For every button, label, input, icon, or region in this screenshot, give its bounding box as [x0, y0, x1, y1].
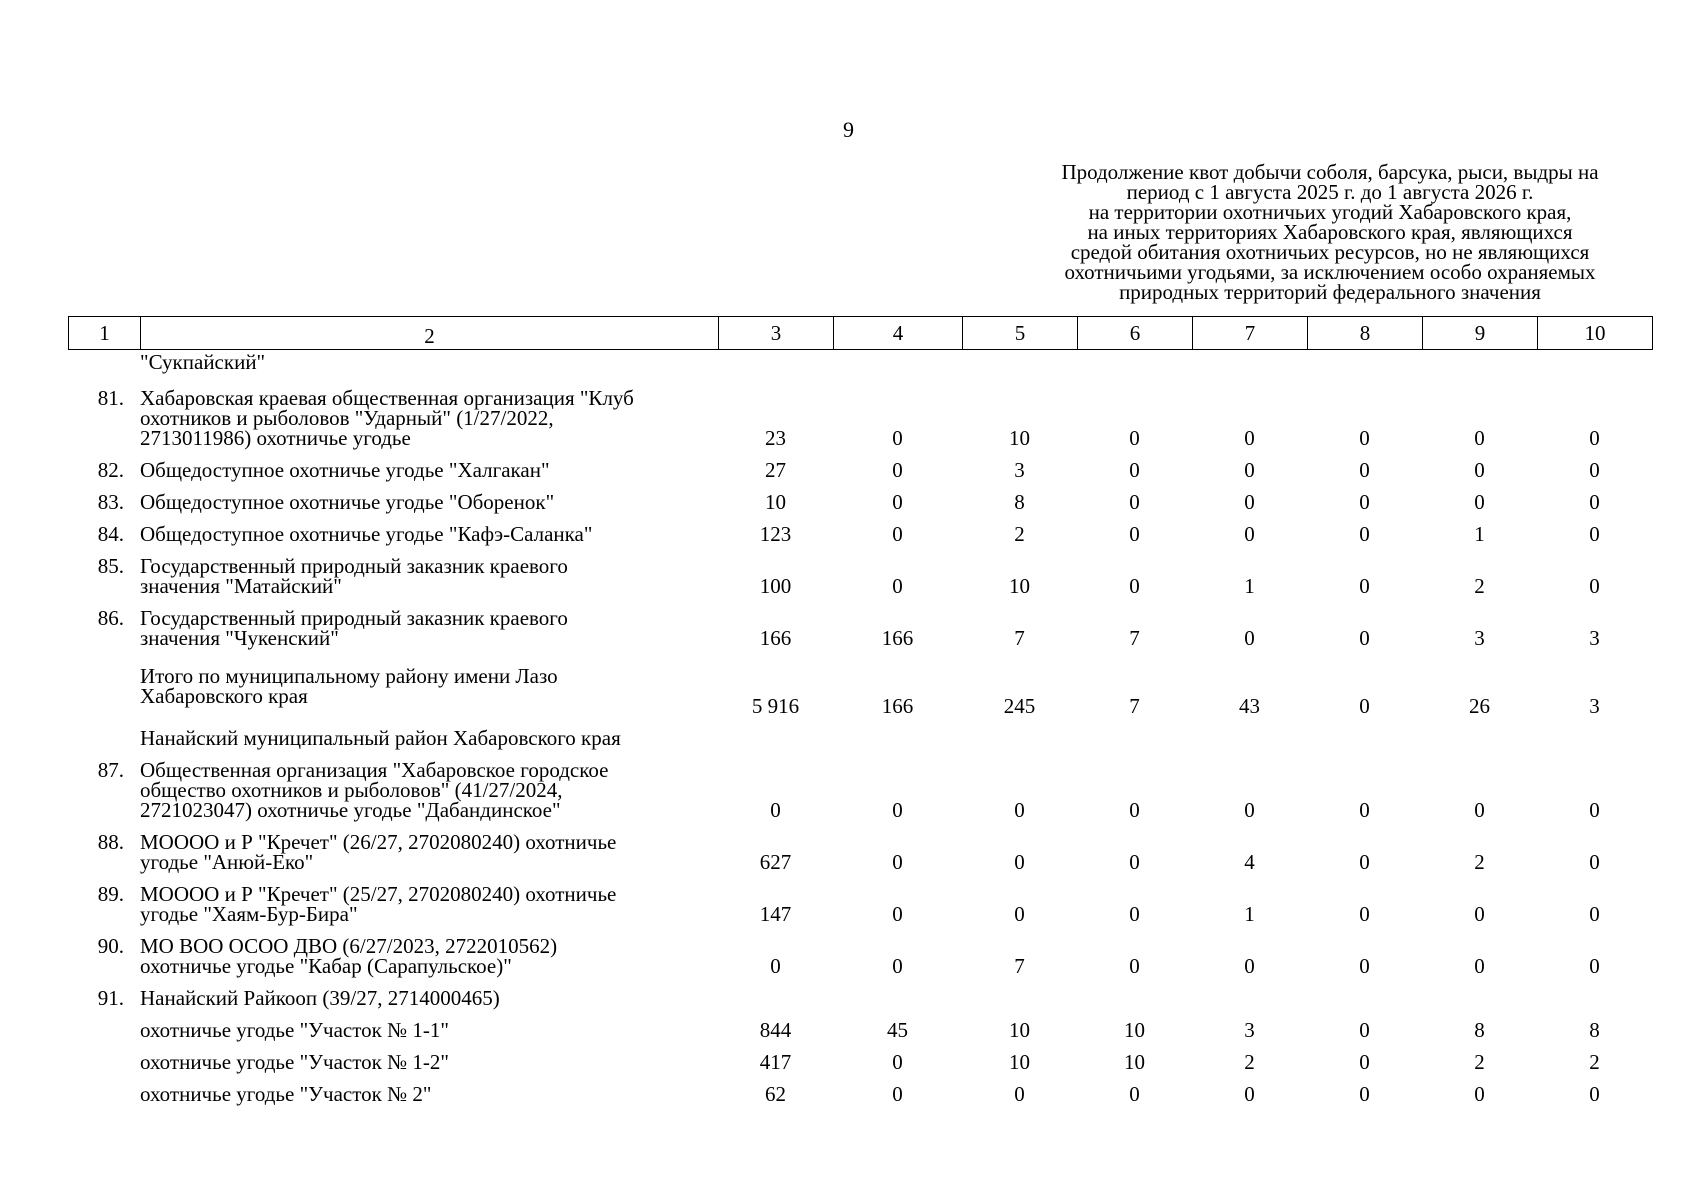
row-name: Хабаровская краевая общественная организация "Клуб охотников и рыболовов "Ударный" (1/27/2022, 2713011986) охотничье угодье [140, 386, 634, 450]
heading-line: на иных территориях Хабаровского края, являющихся [1087, 220, 1573, 244]
cell-value: 8 [1014, 490, 1025, 514]
cell-value: 3 [1589, 694, 1600, 718]
cell-value: 0 [1474, 426, 1485, 450]
cell-value: 0 [892, 902, 903, 926]
row-number: 88. [97, 830, 124, 854]
column-header-7: 7 [1193, 317, 1308, 350]
row-number: 85. [97, 554, 124, 578]
table-subrow [68, 1084, 1654, 1104]
cell-value: 0 [1244, 1082, 1255, 1106]
cell-value: 27 [765, 458, 786, 482]
cell-value: 1 [1244, 902, 1255, 926]
cell-value: 43 [1239, 694, 1260, 718]
table-row [68, 608, 1654, 648]
cell-value: 0 [1244, 626, 1255, 650]
cell-value: 45 [887, 1018, 908, 1042]
heading-line: период с 1 августа 2025 г. до 1 августа 2026 г. [1126, 180, 1534, 204]
cell-value: 0 [892, 426, 903, 450]
row-name: Государственный природный заказник краевого значения "Матайский" [140, 554, 568, 598]
row-name: охотничье угодье "Участок № 1-1" [140, 1018, 449, 1042]
cell-value: 627 [759, 850, 792, 874]
cell-value: 0 [1474, 490, 1485, 514]
cell-value: 0 [1129, 954, 1140, 978]
row-number: 86. [97, 606, 124, 630]
cell-value: 10 [765, 490, 786, 514]
column-header-10: 10 [1538, 317, 1653, 350]
cell-value: 2 [1474, 574, 1485, 598]
cell-value: 7 [1014, 626, 1025, 650]
row-name: Общедоступное охотничье угодье "Оборенок" [140, 490, 555, 514]
row-name: Государственный природный заказник краевого значения "Чукенский" [140, 606, 568, 650]
row-number: 87. [97, 758, 124, 782]
row-name: МОООО и Р "Кречет" (25/27, 2702080240) охотничье угодье "Хаям-Бур-Бира" [140, 882, 617, 926]
cell-value: 0 [892, 850, 903, 874]
row-number: 91. [97, 986, 124, 1010]
cell-value: 0 [1014, 1082, 1025, 1106]
column-number-header [68, 316, 1653, 350]
row-name: Итого по муниципальному району имени Лазо Хабаровского края [140, 664, 558, 708]
page-number: 9 [843, 117, 854, 142]
cell-value: 0 [1359, 522, 1370, 546]
cell-value: 245 [1003, 694, 1036, 718]
row-number: 81. [97, 386, 124, 410]
cell-value: 10 [1009, 426, 1030, 450]
cell-value: 23 [765, 426, 786, 450]
cell-value: 0 [1129, 798, 1140, 822]
cell-value: 2 [1589, 1050, 1600, 1074]
cell-value: 2 [1474, 850, 1485, 874]
cell-value: 0 [1359, 426, 1370, 450]
cell-value: 3 [1244, 1018, 1255, 1042]
row-name: "Сукпайский" [140, 350, 266, 374]
cell-value: 0 [1474, 954, 1485, 978]
cell-value: 3 [1589, 626, 1600, 650]
cell-value: 0 [1359, 1050, 1370, 1074]
column-header-5: 5 [963, 317, 1078, 350]
cell-value: 0 [1359, 458, 1370, 482]
row-number: 89. [97, 882, 124, 906]
cell-value: 2 [1014, 522, 1025, 546]
cell-value: 0 [1474, 902, 1485, 926]
cell-value: 0 [1474, 458, 1485, 482]
cell-value: 0 [1014, 798, 1025, 822]
row-name: Общедоступное охотничье угодье "Кафэ-Саланка" [140, 522, 593, 546]
cell-value: 0 [892, 458, 903, 482]
cell-value: 0 [1129, 902, 1140, 926]
cell-value: 0 [892, 1050, 903, 1074]
cell-value: 10 [1124, 1018, 1145, 1042]
cell-value: 0 [1244, 490, 1255, 514]
table-row [68, 556, 1654, 596]
row-number: 82. [97, 458, 124, 482]
cell-value: 0 [1589, 1082, 1600, 1106]
table-row [68, 832, 1654, 872]
cell-value: 26 [1469, 694, 1490, 718]
row-name: охотничье угодье "Участок № 2" [140, 1082, 432, 1106]
column-header-4: 4 [834, 317, 963, 350]
row-number: 84. [97, 522, 124, 546]
cell-value: 0 [770, 954, 781, 978]
column-header-6: 6 [1078, 317, 1193, 350]
table-row [68, 760, 1654, 820]
cell-value: 844 [759, 1018, 792, 1042]
cell-value: 10 [1009, 1018, 1030, 1042]
cell-value: 0 [1359, 902, 1370, 926]
section-heading-row [68, 728, 1654, 748]
cell-value: 0 [1359, 694, 1370, 718]
cell-value: 0 [1589, 574, 1600, 598]
cell-value: 0 [1244, 458, 1255, 482]
row-name: охотничье угодье "Участок № 1-2" [140, 1050, 449, 1074]
table-row [68, 936, 1654, 976]
cell-value: 0 [1474, 798, 1485, 822]
cell-value: 166 [881, 626, 914, 650]
table-row [68, 884, 1654, 924]
table-body [68, 348, 1654, 1104]
cell-value: 0 [892, 574, 903, 598]
heading-line: природных территорий федерального значения [1119, 280, 1541, 304]
cell-value: 5 916 [751, 694, 800, 718]
cell-value: 1 [1244, 574, 1255, 598]
cell-value: 0 [770, 798, 781, 822]
row-number: 83. [97, 490, 124, 514]
cell-value: 0 [1129, 574, 1140, 598]
table-subrow [68, 1052, 1654, 1072]
cell-value: 3 [1474, 626, 1485, 650]
table-row [68, 460, 1654, 480]
cell-value: 10 [1124, 1050, 1145, 1074]
cell-value: 0 [892, 798, 903, 822]
column-header-2: 2 [141, 317, 719, 350]
cell-value: 0 [892, 522, 903, 546]
row-name: Общественная организация "Хабаровское городское общество охотников и рыболовов" (41/27/2024, 2721023047) охотничье угодье "Дабандинское" [140, 758, 609, 822]
heading-line: Продолжение квот добычи соболя, барсука, рыси, выдры на [1061, 160, 1599, 184]
cell-value: 7 [1129, 694, 1140, 718]
heading-line: на территории охотничьих угодий Хабаровского края, [1088, 200, 1572, 224]
column-header-1: 1 [69, 317, 141, 350]
table-row [68, 388, 1654, 448]
table-row [68, 524, 1654, 544]
cell-value: 0 [1129, 490, 1140, 514]
cell-value: 2 [1244, 1050, 1255, 1074]
cell-value: 0 [1359, 850, 1370, 874]
heading-line: охотничьими угодьями, за исключением особо охраняемых [1064, 260, 1596, 284]
table-row-total [68, 666, 1654, 716]
cell-value: 10 [1009, 574, 1030, 598]
cell-value: 166 [881, 694, 914, 718]
cell-value: 0 [1589, 458, 1600, 482]
cell-value: 10 [1009, 1050, 1030, 1074]
cell-value: 0 [1129, 458, 1140, 482]
row-name: Нанайский Райкооп (39/27, 2714000465) [140, 986, 500, 1010]
cell-value: 0 [1589, 798, 1600, 822]
row-number: 90. [97, 934, 124, 958]
row-name: МОООО и Р "Кречет" (26/27, 2702080240) охотничье угодье "Анюй-Еко" [140, 830, 617, 874]
cell-value: 0 [1359, 1082, 1370, 1106]
cell-value: 0 [1244, 798, 1255, 822]
cell-value: 7 [1014, 954, 1025, 978]
cell-value: 7 [1129, 626, 1140, 650]
cell-value: 0 [1589, 522, 1600, 546]
cell-value: 100 [759, 574, 792, 598]
cell-value: 166 [759, 626, 792, 650]
row-name: МО ВОО ОСОО ДВО (6/27/2023, 2722010562) охотничье угодье "Кабар (Сарапульское)" [140, 934, 558, 978]
cell-value: 123 [759, 522, 792, 546]
cell-value: 0 [1589, 490, 1600, 514]
cell-value: 0 [1129, 1082, 1140, 1106]
cell-value: 0 [1014, 850, 1025, 874]
table-subrow [68, 1020, 1654, 1040]
cell-value: 0 [892, 490, 903, 514]
cell-value: 417 [759, 1050, 792, 1074]
table-heading [1010, 162, 1650, 302]
cell-value: 2 [1474, 1050, 1485, 1074]
column-header-8: 8 [1308, 317, 1423, 350]
table-row [68, 492, 1654, 512]
table-row [68, 352, 1654, 372]
cell-value: 3 [1014, 458, 1025, 482]
cell-value: 0 [1359, 574, 1370, 598]
cell-value: 0 [1589, 902, 1600, 926]
cell-value: 8 [1474, 1018, 1485, 1042]
cell-value: 0 [1359, 954, 1370, 978]
cell-value: 0 [1129, 850, 1140, 874]
cell-value: 0 [1244, 426, 1255, 450]
section-heading: Нанайский муниципальный район Хабаровского края [140, 726, 621, 750]
row-name: Общедоступное охотничье угодье "Халгакан" [140, 458, 550, 482]
cell-value: 4 [1244, 850, 1255, 874]
cell-value: 0 [1359, 1018, 1370, 1042]
cell-value: 0 [1589, 426, 1600, 450]
column-header-3: 3 [719, 317, 834, 350]
heading-line: средой обитания охотничьих ресурсов, но не являющихся [1070, 240, 1590, 264]
cell-value: 0 [1244, 522, 1255, 546]
cell-value: 0 [1129, 522, 1140, 546]
cell-value: 1 [1474, 522, 1485, 546]
cell-value: 0 [1589, 850, 1600, 874]
cell-value: 62 [765, 1082, 786, 1106]
cell-value: 0 [1359, 490, 1370, 514]
cell-value: 0 [1589, 954, 1600, 978]
cell-value: 147 [759, 902, 792, 926]
cell-value: 0 [1014, 902, 1025, 926]
cell-value: 0 [892, 1082, 903, 1106]
cell-value: 0 [1244, 954, 1255, 978]
cell-value: 0 [1359, 626, 1370, 650]
cell-value: 0 [1474, 1082, 1485, 1106]
cell-value: 0 [1129, 426, 1140, 450]
column-header-9: 9 [1423, 317, 1538, 350]
table-row [68, 988, 1654, 1008]
cell-value: 0 [1359, 798, 1370, 822]
cell-value: 8 [1589, 1018, 1600, 1042]
cell-value: 0 [892, 954, 903, 978]
